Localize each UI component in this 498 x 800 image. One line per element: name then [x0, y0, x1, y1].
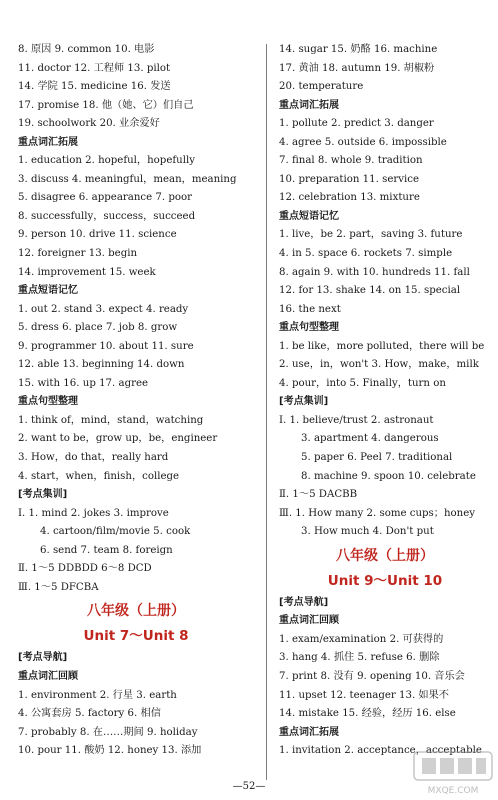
section-heading: 重点句型整理 [279, 322, 339, 334]
answer-line: 17. 黄油 18. autumn 19. 胡椒粉 [279, 62, 435, 74]
answer-line: 7. print 8. 没有 9. opening 10. 音乐会 [279, 670, 465, 682]
left-lines-after [18, 649, 254, 760]
section-heading: [考点集训] [279, 396, 329, 408]
section-heading: 重点词汇回顾 [279, 615, 339, 627]
answer-line: 2. use，in，won't 3. How，make，milk [279, 359, 479, 371]
answer-line: 4. agree 5. outside 6. impossible [279, 136, 447, 148]
answer-line: 14. sugar 15. 奶酪 16. machine [279, 44, 438, 55]
answer-line: 6. send 7. team 8. foreign [40, 544, 173, 556]
right-lines-after [279, 594, 491, 761]
answer-line: 1. invitation 2. acceptance，acceptable [279, 745, 482, 757]
section-heading: 重点词汇拓展 [279, 726, 339, 738]
answer-line: Ⅰ. 1. mind 2. jokes 3. improve [18, 507, 169, 519]
answer-line: 4. pour，into 5. Finally，turn on [279, 377, 446, 389]
answer-line: 11. upset 12. teenager 13. 如果不 [279, 689, 449, 701]
answer-line: Ⅰ. 1. believe/trust 2. astronaut [279, 414, 434, 426]
answer-line: 14. 学院 15. medicine 16. 发送 [18, 81, 171, 93]
watermark-text: MXQE.COM [427, 786, 479, 796]
answer-line: 16. the next [279, 303, 341, 315]
answer-line: 4. start，when，finish，college [18, 470, 180, 482]
answer-line: Ⅱ. 1～5 DDBDD 6～8 DCD [18, 563, 152, 575]
answer-line: 19. schoolwork 20. 业余爱好 [18, 118, 160, 130]
answer-line: 5. paper 6. Peel 7. traditional [301, 452, 453, 464]
section-heading: 重点词汇拓展 [18, 136, 78, 148]
section-heading: [考点集训] [18, 489, 68, 501]
section-heading: 重点词汇回顾 [18, 670, 78, 682]
answer-line: 5. dress 6. place 7. job 8. grow [18, 322, 178, 334]
answer-line: 3. How much 4. Don't put [301, 526, 434, 538]
section-heading: 重点短语记忆 [279, 210, 339, 222]
answer-line: 2. want to be，grow up，be，engineer [18, 433, 218, 445]
answer-line: Ⅲ. 1. How many 2. some cups；honey [279, 507, 476, 519]
section-heading: 重点短语记忆 [18, 285, 78, 297]
answer-line: 10. preparation 11. service [279, 173, 419, 185]
section-heading: 重点词汇拓展 [279, 99, 339, 111]
answer-line: 4. cartoon/film/movie 5. cook [40, 526, 191, 538]
answer-line: 11. doctor 12. 工程师 13. pilot [18, 62, 171, 74]
answer-line: 17. promise 18. 他（她、它）们自己 [18, 99, 194, 111]
answer-line: 14. mistake 15. 经验，经历 16. else [279, 708, 456, 720]
answer-line: 9. person 10. drive 11. science [18, 229, 177, 241]
answer-line: 3. hang 4. 抓住 5. refuse 6. 删除 [279, 652, 440, 664]
answer-line: 8. again 9. with 10. hundreds 11. fall [279, 266, 470, 278]
answer-line: 8. successfully，success，succeed [18, 210, 196, 222]
section-heading: [考点导航] [18, 652, 68, 664]
right-grade-title: 八年级（上册） [336, 547, 434, 564]
answer-line: 12. foreigner 13. begin [18, 248, 138, 260]
answer-line: 1. live，be 2. part，saving 3. future [279, 229, 463, 241]
answer-line: 12. celebration 13. mixture [279, 192, 420, 204]
answer-line: 1. environment 2. 行星 3. earth [18, 689, 177, 701]
section-heading: [考点导航] [279, 596, 329, 608]
answer-line: 3. discuss 4. meaningful，mean，meaning [18, 173, 237, 185]
answer-line: 1. think of，mind，stand，watching [18, 414, 204, 426]
right-unit-title: Unit 9～Unit 10 [327, 572, 443, 589]
answer-line: 4. in 5. space 6. rockets 7. simple [279, 248, 453, 260]
answer-line: 12. able 13. beginning 14. down [18, 359, 185, 371]
answer-line: 1. education 2. hopeful，hopefully [18, 155, 195, 167]
answer-line: 9. programmer 10. about 11. sure [18, 340, 194, 352]
left-column [18, 41, 254, 761]
column-divider [266, 44, 267, 780]
right-lines-before [279, 41, 491, 542]
answer-line: 8. 原因 9. common 10. 电影 [18, 44, 155, 55]
left-lines-before [18, 41, 254, 597]
watermark-logo-icon [410, 748, 496, 798]
page-number: —52— [232, 781, 266, 792]
left-grade-title: 八年级（上册） [87, 603, 185, 620]
answer-line: Ⅲ. 1～5 DFCBA [18, 581, 99, 593]
answer-line: 12. for 13. shake 14. on 15. special [279, 285, 461, 297]
section-heading: 重点句型整理 [18, 396, 78, 408]
answer-line: 20. temperature [279, 81, 364, 93]
answer-line: 1. exam/examination 2. 可获得的 [279, 633, 444, 645]
left-unit-title: Unit 7～Unit 8 [83, 628, 189, 645]
answer-line: Ⅱ. 1～5 DACBB [279, 489, 358, 501]
answer-line: 1. be like，more polluted，there will be [279, 340, 485, 352]
answer-line: 1. out 2. stand 3. expect 4. ready [18, 303, 189, 315]
answer-line: 10. pour 11. 酸奶 12. honey 13. 添加 [18, 745, 202, 757]
answer-line: 3. How，do that，really hard [18, 452, 169, 464]
answer-line: 3. apartment 4. dangerous [301, 433, 439, 445]
answer-line: 1. pollute 2. predict 3. danger [279, 118, 434, 130]
answer-line: 7. final 8. whole 9. tradition [279, 155, 423, 167]
answer-line: 14. improvement 15. week [18, 266, 156, 278]
answer-line: 7. probably 8. 在……期间 9. holiday [18, 726, 198, 738]
answer-line: 5. disagree 6. appearance 7. poor [18, 192, 192, 204]
answer-line: 4. 公寓套房 5. factory 6. 相信 [18, 708, 161, 720]
answer-line: 8. machine 9. spoon 10. celebrate [301, 470, 476, 482]
answer-line: 15. with 16. up 17. agree [18, 377, 149, 389]
right-column [279, 41, 491, 761]
